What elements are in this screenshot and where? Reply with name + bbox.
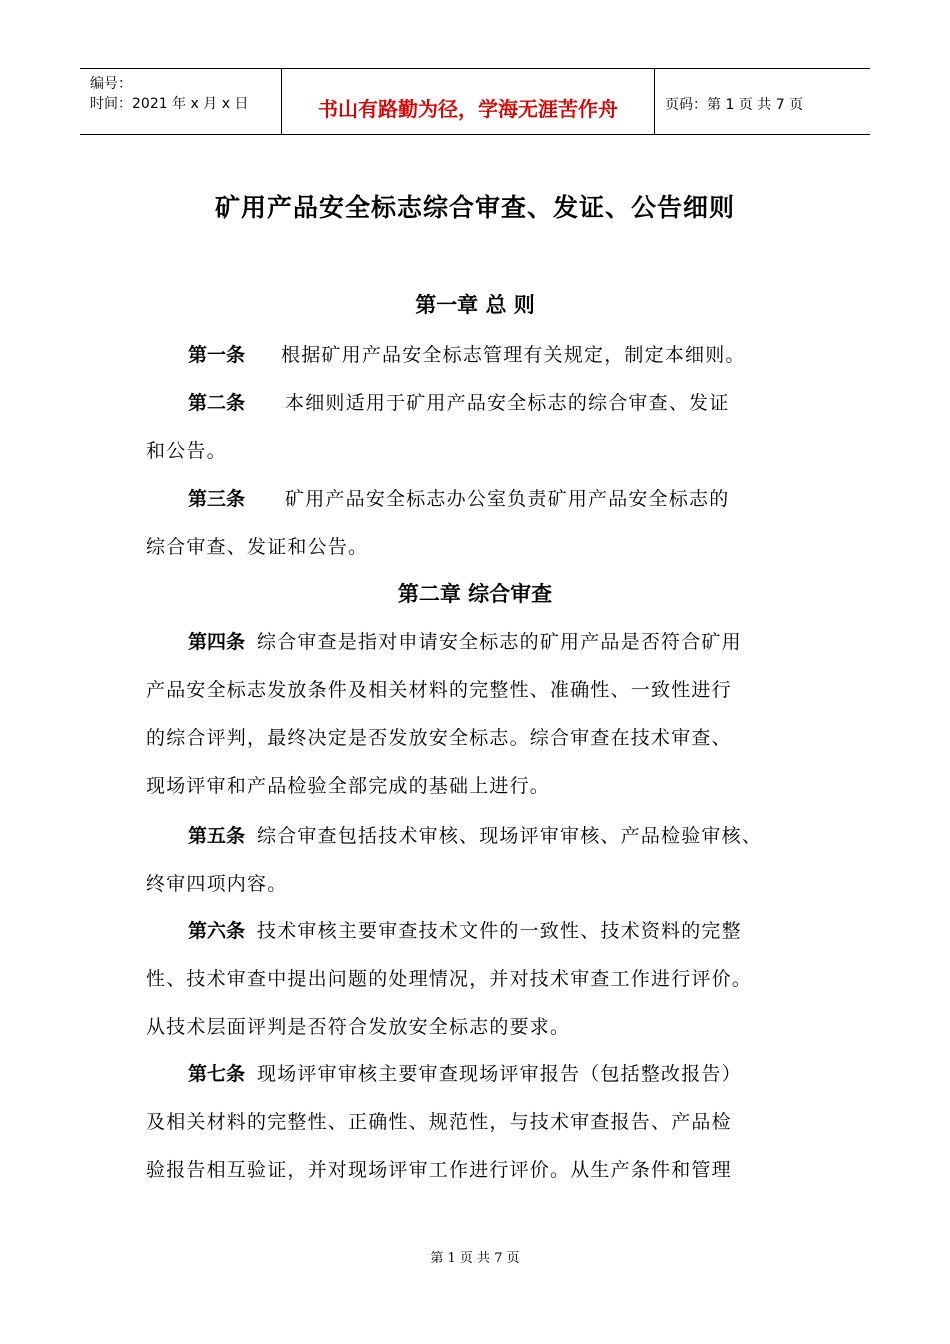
article-7-label: 第七条 bbox=[188, 1063, 246, 1085]
header-page-info: 页码：第 1 页 共 7 页 bbox=[665, 97, 804, 113]
article-1-line bbox=[188, 340, 746, 367]
article-4-text-1: 综合审查是指对申请安全标志的矿用产品是否符合矿用 bbox=[257, 631, 742, 653]
article-3-label: 第三条 bbox=[188, 488, 246, 510]
page-footer: 第 1 页 共 7 页 bbox=[430, 1251, 520, 1266]
article-2-label: 第二条 bbox=[188, 392, 246, 414]
article-7-line-2: 及相关材料的完整性、正确性、规范性，与技术审查报告、产品检 bbox=[146, 1111, 732, 1133]
article-5-line-1 bbox=[188, 821, 762, 848]
chapter-1-heading: 第一章 总 则 bbox=[415, 293, 535, 317]
article-5-text-1: 综合审查包括技术审核、现场评审审核、产品检验审核、 bbox=[257, 825, 763, 847]
header-page-cell bbox=[655, 69, 870, 134]
document-number-label: 编号： bbox=[90, 76, 132, 92]
article-3-line-1 bbox=[188, 484, 729, 511]
article-3-text-1: 矿用产品安全标志办公室负责矿用产品安全标志的 bbox=[285, 488, 730, 510]
article-2-text-1: 本细则适用于矿用产品安全标志的综合审查、发证 bbox=[285, 392, 730, 414]
header-motto: 书山有路勤为径，学海无涯苦作舟 bbox=[318, 97, 618, 121]
article-6-line-1 bbox=[188, 916, 742, 943]
chapter-2-heading: 第二章 综合审查 bbox=[397, 582, 553, 606]
article-6-text-1: 技术审核主要审查技术文件的一致性、技术资料的完整 bbox=[257, 920, 742, 942]
article-7-line-1 bbox=[188, 1059, 742, 1086]
article-2-line-2: 和公告。 bbox=[146, 440, 227, 462]
article-3-line-2: 综合审查、发证和公告。 bbox=[146, 536, 369, 558]
article-1-label: 第一条 bbox=[188, 344, 246, 366]
header-motto-cell bbox=[282, 69, 655, 134]
article-4-line-3: 的综合评判，最终决定是否发放安全标志。综合审查在技术审查、 bbox=[146, 727, 732, 749]
article-4-line-2: 产品安全标志发放条件及相关材料的完整性、准确性、一致性进行 bbox=[146, 679, 732, 701]
article-4-line-4: 现场评审和产品检验全部完成的基础上进行。 bbox=[146, 775, 551, 797]
article-1-text: 根据矿用产品安全标志管理有关规定，制定本细则。 bbox=[281, 344, 746, 366]
article-6-line-3: 从技术层面评判是否符合发放安全标志的要求。 bbox=[146, 1016, 571, 1038]
article-6-line-2: 性、技术审查中提出问题的处理情况，并对技术审查工作进行评价。 bbox=[146, 968, 753, 990]
article-7-line-3: 验报告相互验证，并对现场评审工作进行评价。从生产条件和管理 bbox=[146, 1159, 732, 1181]
article-6-label: 第六条 bbox=[188, 920, 246, 942]
document-title: 矿用产品安全标志综合审查、发证、公告细则 bbox=[214, 193, 735, 222]
header-meta-cell bbox=[80, 69, 282, 134]
article-4-line-1 bbox=[188, 627, 742, 654]
article-7-text-1: 现场评审审核主要审查现场评审报告（包括整改报告） bbox=[257, 1063, 742, 1085]
article-5-label: 第五条 bbox=[188, 825, 246, 847]
document-date-label: 时间：2021 年 x 月 x 日 bbox=[90, 96, 249, 112]
header-table bbox=[80, 68, 870, 135]
article-2-line-1 bbox=[188, 388, 729, 415]
article-4-label: 第四条 bbox=[188, 631, 246, 653]
article-5-line-2: 终审四项内容。 bbox=[146, 873, 288, 895]
